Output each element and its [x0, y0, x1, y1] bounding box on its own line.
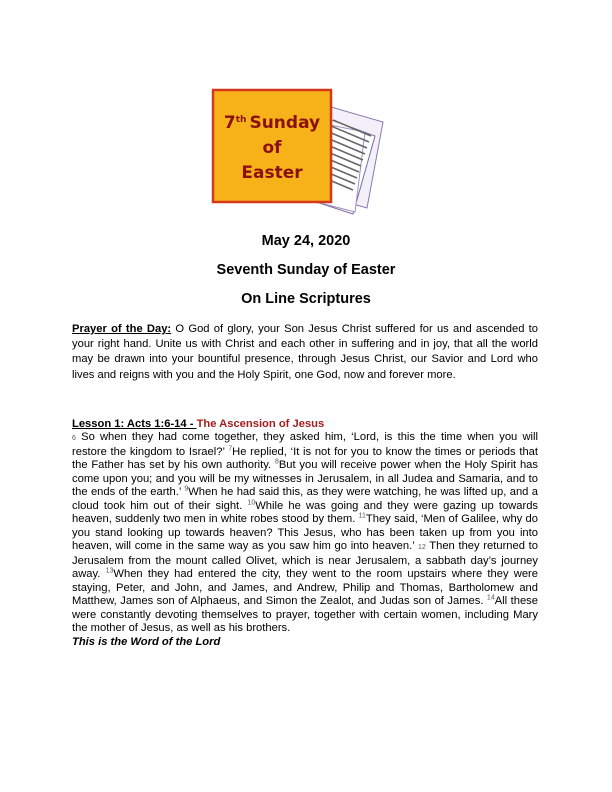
lesson-heading: [72, 418, 324, 430]
prayer-of-the-day: [72, 322, 538, 383]
logo-word-easter: Easter: [241, 163, 303, 183]
service-title: Seventh Sunday of Easter: [216, 262, 396, 278]
verse-text: Then they returned to Jerusalem from the mount called Olivet, which is near Jerusalem, a sabbath day’s journey away.: [72, 540, 538, 580]
verse-number: 6: [72, 435, 76, 442]
verse-number: 11: [358, 512, 366, 520]
lesson-label: Lesson 1: Acts 1:6-14 -: [72, 418, 197, 430]
verse-text: When they had entered the city, they went to the room upstairs where they were staying, Peter, and John, and James, and Andrew, Philip and Thomas, Bartholomew and Matthew, James son of Alphaeus, and Simon the Zealot, and Judas son of James.: [72, 568, 538, 607]
scriptures-subtitle: On Line Scriptures: [241, 291, 371, 307]
verse-text: When he had said this, as they were watching, he was lifted up, and a cloud took him out of their sight.: [72, 486, 538, 512]
lesson-reading: [72, 431, 538, 649]
logo-number: 7: [223, 113, 236, 133]
verse-text: All these were constantly devoting themselves to prayer, together with certain women, including Mary the mother of Jesus, as well as his brothers.: [72, 595, 538, 634]
verse-number: 12: [418, 544, 426, 551]
seventh-sunday-of-easter-logo: [205, 80, 390, 220]
logo-word-of: of: [262, 138, 282, 158]
logo-graphic: [205, 80, 390, 220]
verse-number: 13: [105, 567, 114, 575]
lesson-title: The Ascension of Jesus: [196, 418, 325, 430]
closing-acclamation: This is the Word of the Lord: [72, 635, 221, 648]
verse-number: 9: [184, 485, 189, 493]
verse-text: He replied, ‘It is not for you to know the times or periods that the Father has set by his own authority.: [72, 445, 538, 471]
verse-number: 14: [486, 594, 495, 602]
verse-number: 7: [228, 444, 233, 452]
verse-text: While he was going and they were gazing up towards heaven, suddenly two men in white robes stood by them.: [72, 499, 539, 525]
verse-text: So when they had come together, they asked him, ‘Lord, is this the time when you will restore the kingdom to Israel?’: [72, 431, 538, 458]
prayer-text: O God of glory, your Son Jesus Christ suffered for us and ascended to your right hand. Unite us with Christ and each other in suffering and in joy, that all the world may be drawn into your bountiful presence, through Jesus Christ, our Savior and Lord who lives and reigns with you and the Holy Spirit, one God, now and forever more.: [72, 323, 539, 381]
verse-number: 10: [247, 498, 256, 506]
date-heading: May 24, 2020: [261, 233, 351, 249]
prayer-label: Prayer of the Day:: [72, 323, 172, 335]
verse-text: But you will receive power when the Holy Spirit has come upon you; and you will be my witnesses in Jerusalem, in all Judea and Samaria, and to the ends of the earth.’: [72, 459, 538, 498]
verse-number: 8: [274, 458, 279, 466]
verse-text: They said, ‘Men of Galilee, why do you stand looking up towards heaven? This Jesus, who has been taken up from you into heaven, will come in the same way as you saw him go into heaven.’: [72, 513, 538, 552]
logo-suffix: th: [235, 115, 247, 125]
logo-word-sunday: Sunday: [249, 113, 321, 133]
